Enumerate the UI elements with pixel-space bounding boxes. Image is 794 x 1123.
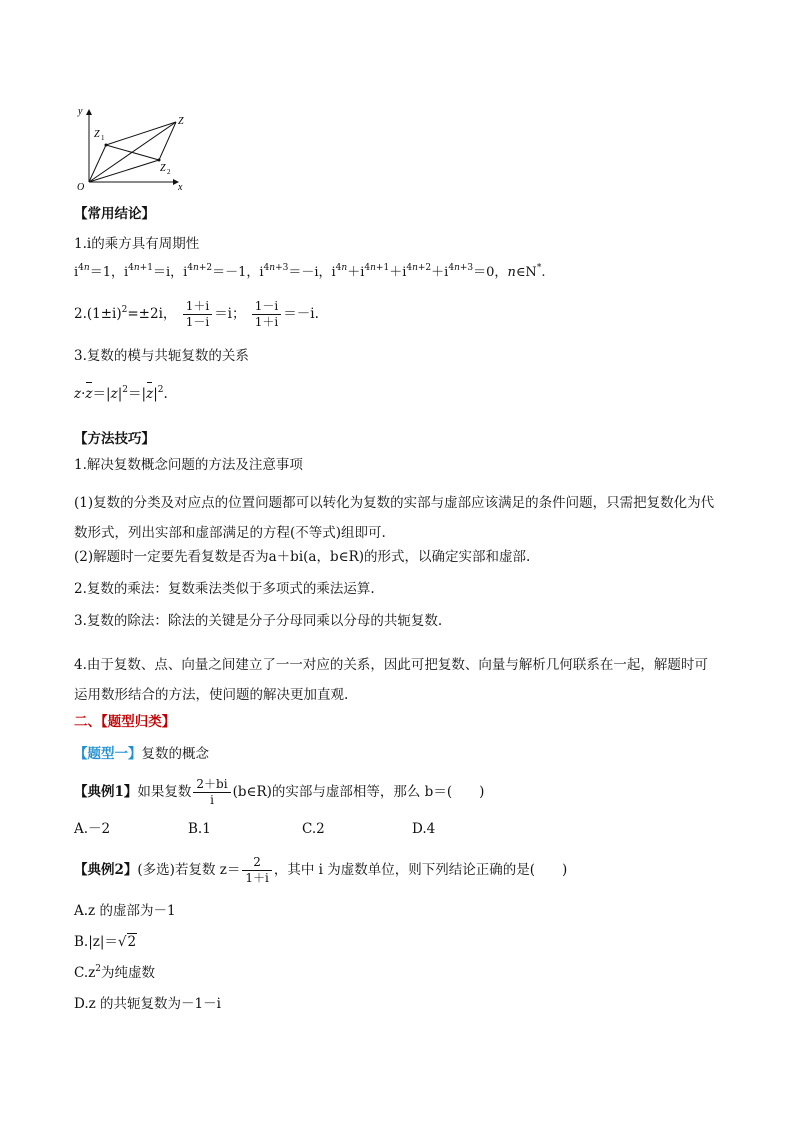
method-p2: (2)解题时一定要先看复数是否为a＋bi(a，b∈R)的形式，以确定实部和虚部.	[74, 549, 531, 565]
example2-option-c: $C.z^2$为纯虚数	[74, 964, 155, 981]
example1-option-a: A.－2	[74, 821, 111, 837]
example2-option-b-radicand: 2	[127, 934, 137, 950]
z-label: Z	[178, 116, 184, 127]
example2-num: 2	[242, 855, 271, 871]
section2-title: 【题型归类】	[101, 714, 176, 730]
point-z2	[158, 159, 161, 162]
side-z1z	[106, 122, 176, 145]
modulus-conjugate-formula: $z\cdot z=|z|^2=|z|^2$.	[74, 385, 168, 402]
section2-prefix: 二、	[74, 714, 101, 730]
example2-post: ，其中 i 为虚数单位，则下列结论正确的是( )	[273, 862, 568, 878]
example2-option-d: D.z 的共轭复数为－1－i	[74, 996, 221, 1012]
example2-tag: 【典例2】	[74, 862, 138, 878]
example1-num: 2＋bi	[193, 777, 230, 793]
sqrt-symbol: √	[117, 934, 127, 950]
method-heading: 【方法技巧】	[74, 431, 155, 447]
vector-oz2	[89, 160, 159, 182]
z2-label: Z	[160, 163, 166, 174]
example2-den: 1＋i	[245, 871, 269, 885]
type1-title: 复数的概念	[141, 746, 209, 762]
z2-sub: 2	[167, 168, 171, 176]
point-z1	[105, 144, 108, 147]
example2-option-c-pre: C.z	[74, 965, 96, 981]
method-p5: 4.由于复数、点、向量之间建立了一一对应的关系，因此可把复数、向量与解析几何联系在一起，解题时可运用数形结合的方法，使问题的解决更加直观.	[74, 657, 708, 703]
type1-heading	[74, 745, 209, 763]
fraction-1plusi-over-1minusi: $\frac{1+i}{1-i}$	[183, 299, 212, 330]
example2-option-b	[74, 933, 137, 951]
method-p3: 2.复数的乘法：复数乘法类似于多项式的乘法运算.	[74, 581, 375, 597]
common-item1-title: 1.i的乘方具有周期性	[74, 236, 200, 252]
diagonal-z1z2	[106, 145, 159, 160]
z1-label: Z	[94, 129, 100, 140]
type1-tag: 【题型一】	[74, 746, 142, 762]
example1-tag: 【典例1】	[74, 784, 138, 800]
example2-option-b-pre: B.|z|＝	[74, 934, 118, 950]
i-power-cycle-formula: $i^{4n}=1$，$i^{4n+1}=i$，$i^{4n+2}=-1$，$i^{4n+3}=-i$，$i^{4n}+i^{4n+1}+i^{4n+2}+i^{4n+3}=0$，n∈N*.	[74, 263, 546, 280]
example1-fraction	[193, 777, 230, 808]
example1-option-d: D.4	[412, 821, 436, 837]
common-item2-formula: $2.(1\pm i)^2=\pm 2i$， $\frac{1+i}{1-i}$ ＝i； $\frac{1-i}{1+i}$ ＝－i.	[74, 299, 319, 329]
example1-question	[74, 774, 484, 810]
section2-heading	[74, 713, 175, 731]
item2-mid: =±2i，	[127, 306, 177, 322]
example2-option-a: A.z 的虚部为－1	[74, 903, 176, 919]
method-t1: 1.解决复数概念问题的方法及注意事项	[74, 457, 303, 473]
example1-option-c: C.2	[302, 821, 325, 837]
example1-pre: 如果复数	[137, 784, 192, 800]
parallelogram-figure	[70, 100, 200, 195]
z1-sub: 1	[101, 134, 105, 142]
common-item3-title: 3.复数的模与共轭复数的关系	[74, 348, 249, 364]
method-p4: 3.复数的除法：除法的关键是分子分母同乘以分母的共轭复数.	[74, 613, 443, 629]
example2-pre: (多选)若复数 z＝	[137, 862, 241, 878]
example1-post: (b∈R)的实部与虚部相等，那么 b＝( )	[232, 784, 485, 800]
origin-label: O	[77, 182, 85, 193]
example1-den: i	[210, 793, 214, 807]
x-label: x	[178, 182, 183, 193]
example2-question	[74, 852, 567, 888]
y-label: y	[78, 106, 83, 117]
method-p1: (1)复数的分类及对应点的位置问题都可以转化为复数的实部与虚部应该满足的条件问题，只需把复数化为代数形式，列出实部和虚部满足的方程(不等式)组即可.	[74, 495, 715, 541]
item2-prefix: 2.(1±i)	[74, 306, 122, 322]
example2-fraction	[242, 855, 271, 886]
common-heading: 【常用结论】	[74, 206, 155, 222]
example2-option-c-post: 为纯虚数	[101, 965, 155, 981]
fraction-1minusi-over-1plusi: $\frac{1-i}{1+i}$	[252, 299, 281, 330]
example1-option-b: B.1	[188, 821, 211, 837]
